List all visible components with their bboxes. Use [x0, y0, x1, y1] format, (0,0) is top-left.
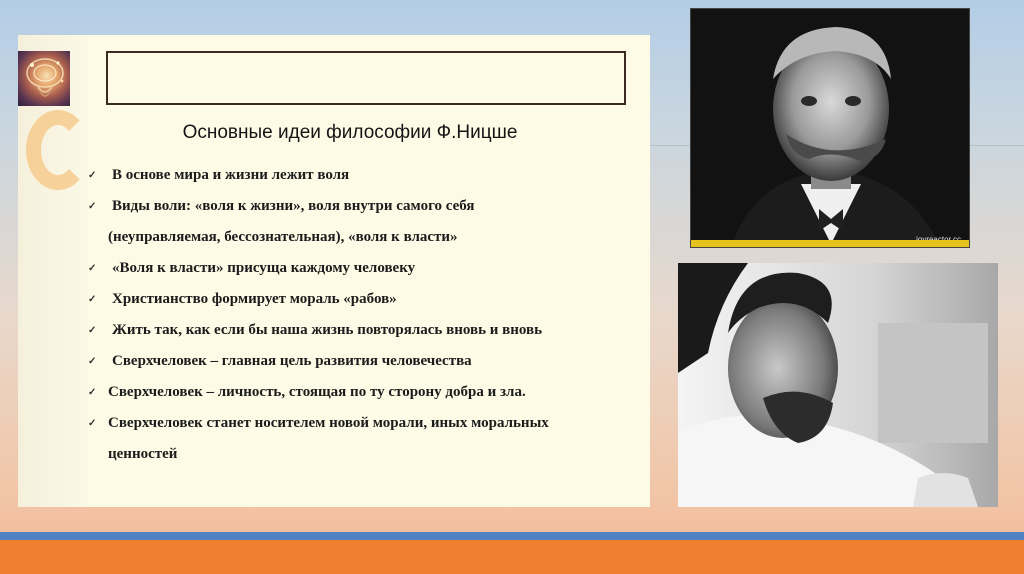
check-icon: ✓ [88, 263, 97, 274]
bullet-list [88, 160, 643, 470]
bullet-text: (неуправляемая, бессознательная), «воля к власти» [108, 229, 458, 245]
bullet-text: В основе мира и жизни лежит воля [112, 167, 350, 183]
caption-bar [691, 240, 969, 247]
bullet-item [88, 284, 643, 315]
check-icon: ✓ [88, 418, 97, 429]
bullet-item [88, 315, 643, 346]
bullet-text: Жить так, как если бы наша жизнь повторялась вновь и вновь [112, 322, 543, 338]
bullet-text: Христианство формирует мораль «рабов» [112, 291, 397, 307]
footer-band-blue [0, 532, 1024, 540]
portrait-photo-bottom [678, 263, 998, 507]
bullet-text: Сверхчеловек – личность, стоящая по ту сторону добра и зла. [108, 384, 526, 400]
check-icon: ✓ [88, 170, 97, 181]
check-icon: ✓ [88, 325, 97, 336]
bullet-text: ценностей [108, 446, 178, 462]
bullet-text: Сверхчеловек – главная цель развития человечества [112, 353, 472, 369]
bullet-item [88, 408, 643, 439]
bullet-item [88, 191, 643, 222]
footer-band-orange [0, 540, 1024, 574]
bullet-text: Сверхчеловек станет носителем новой морали, иных моральных [108, 415, 549, 431]
bullet-item-continuation [88, 222, 643, 253]
check-icon: ✓ [88, 356, 97, 367]
check-icon: ✓ [88, 387, 97, 398]
check-icon: ✓ [88, 201, 97, 212]
bullet-text: «Воля к власти» присуща каждому человеку [112, 260, 416, 276]
bullet-item-continuation [88, 439, 643, 470]
bullet-text: Виды воли: «воля к жизни», воля внутри самого себя [112, 198, 475, 214]
brain-thumbnail-image [18, 51, 70, 106]
bullet-item [88, 377, 643, 408]
bullet-item [88, 346, 643, 377]
portrait-photo-top [690, 8, 970, 248]
bullet-item [88, 160, 643, 191]
slide-heading: Основные идеи философии Ф.Ницше [182, 122, 518, 143]
bullet-item [88, 253, 643, 284]
check-icon: ✓ [88, 294, 97, 305]
title-box [106, 51, 626, 105]
